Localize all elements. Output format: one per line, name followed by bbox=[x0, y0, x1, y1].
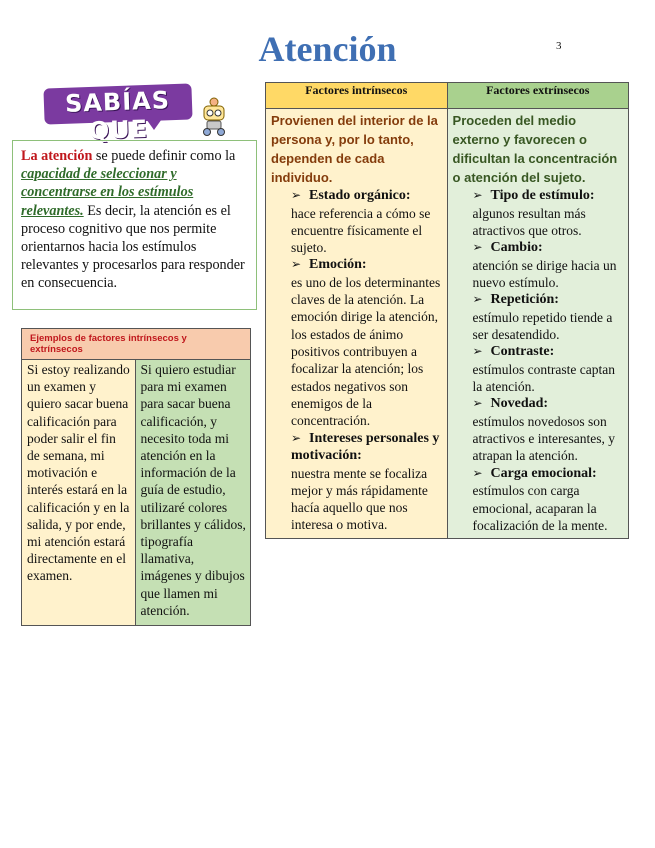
definition-text-2: Es decir, la atención es el proceso cognitivo que nos permite orientarnos hacia los estímulos relevantes y procesarlos para responder en consecuencia. bbox=[21, 202, 245, 292]
intrinsic-item-label: Estado orgánico: bbox=[309, 188, 411, 203]
examples-table bbox=[21, 328, 251, 626]
examples-header: Ejemplos de factores intrínsecos y extrínsecos bbox=[22, 329, 251, 360]
extrinsic-item bbox=[453, 465, 624, 534]
extrinsic-item bbox=[453, 291, 624, 343]
extrinsic-column bbox=[447, 109, 628, 539]
arrow-bullet-icon: ➢ bbox=[291, 430, 302, 445]
intrinsic-item bbox=[271, 256, 443, 429]
extrinsic-intro: Proceden del medio externo y favorecen o dificultan la concentración o atención del sujeto. bbox=[452, 113, 618, 185]
extrinsic-item-label: Contraste: bbox=[490, 344, 555, 360]
extrinsic-item-label: Repetición: bbox=[490, 292, 559, 308]
intrinsic-column bbox=[266, 109, 448, 539]
arrow-bullet-icon: ➢ bbox=[472, 344, 483, 359]
factors-table bbox=[265, 82, 629, 539]
arrow-bullet-icon: ➢ bbox=[291, 257, 302, 272]
extrinsic-header: Factores extrínsecos bbox=[447, 83, 628, 109]
intrinsic-item-desc: es uno de los determinantes claves de la atención. La emoción dirige la atención, los estados de ánimo positivos contribuyen a focalizar la atención; los estados negativos son enemigos de la concentración. bbox=[291, 274, 441, 429]
definition-emphasis: capacidad de seleccionar y concentrarse en los estímulos relevantes. bbox=[21, 166, 194, 219]
definition-text-1: se puede definir como la bbox=[92, 148, 236, 164]
extrinsic-item-desc: atención se dirige hacia un nuevo estímulo. bbox=[472, 257, 617, 290]
definition-term: La atención bbox=[21, 148, 93, 164]
extrinsic-item-desc: estímulos con carga emocional, acaparan la focalización de la mente. bbox=[472, 483, 608, 533]
extrinsic-item-desc: algunos resultan más atractivos que otros. bbox=[472, 205, 586, 238]
arrow-bullet-icon: ➢ bbox=[472, 292, 483, 307]
arrow-bullet-icon: ➢ bbox=[472, 188, 483, 202]
extrinsic-item-label: Carga emocional: bbox=[490, 465, 597, 481]
extrinsic-item bbox=[453, 187, 624, 239]
badge-text: SABÍAS QUE bbox=[64, 86, 171, 146]
extrinsic-item-label: Novedad: bbox=[490, 396, 549, 412]
intrinsic-item-desc: hace referencia a cómo se encuentre físicamente el sujeto. bbox=[291, 205, 431, 256]
intrinsic-item bbox=[271, 187, 443, 256]
page-title: Atención bbox=[258, 29, 397, 69]
extrinsic-item-label: Tipo de estímulo: bbox=[490, 188, 595, 203]
robot-icon bbox=[198, 96, 230, 136]
extrinsic-item bbox=[453, 239, 624, 291]
intrinsic-intro: Provienen del interior de la persona y, por lo tanto, dependen de cada individuo. bbox=[271, 113, 438, 185]
intrinsic-header: Factores intrínsecos bbox=[266, 83, 448, 109]
example-extrinsic: Si quiero estudiar para mi examen para sacar buena calificación, y necesito toda mi atención en la información de la guía de estudio, utilizaré colores brillantes y cálidos, tipografía llamativa, imágenes y dibujos que llamen mi atención. bbox=[135, 360, 250, 626]
extrinsic-item-label: Cambio: bbox=[490, 240, 543, 256]
extrinsic-item bbox=[453, 395, 624, 464]
extrinsic-item-desc: estímulos novedosos son atractivos e interesantes, y atrapan la atención. bbox=[472, 413, 615, 464]
page-number: 3 bbox=[556, 40, 562, 52]
extrinsic-item-desc: estímulos contraste captan la atención. bbox=[472, 361, 615, 395]
definition-box bbox=[12, 140, 257, 310]
intrinsic-item bbox=[271, 430, 443, 534]
arrow-bullet-icon: ➢ bbox=[472, 465, 483, 480]
intrinsic-item-label: Emoción: bbox=[309, 257, 367, 273]
arrow-bullet-icon: ➢ bbox=[472, 396, 483, 411]
intrinsic-item-desc: nuestra mente se focaliza mejor y más rápidamente hacía aquello que nos interesa o motiva. bbox=[291, 465, 428, 533]
intrinsic-item-label: Intereses personales y motivación: bbox=[291, 430, 440, 464]
example-intrinsic: Si estoy realizando un examen y quiero sacar buena calificación para poder salir el fin de semana, mi motivación e interés estará en la calificación y en la salida, y por ende, mi atención estará directamente en el examen. bbox=[22, 360, 136, 626]
sabias-que-badge bbox=[44, 86, 192, 146]
extrinsic-item-desc: estímulo repetido tiende a ser desatendido. bbox=[472, 309, 613, 342]
arrow-bullet-icon: ➢ bbox=[291, 188, 302, 202]
arrow-bullet-icon: ➢ bbox=[472, 240, 483, 255]
extrinsic-item bbox=[453, 343, 624, 395]
